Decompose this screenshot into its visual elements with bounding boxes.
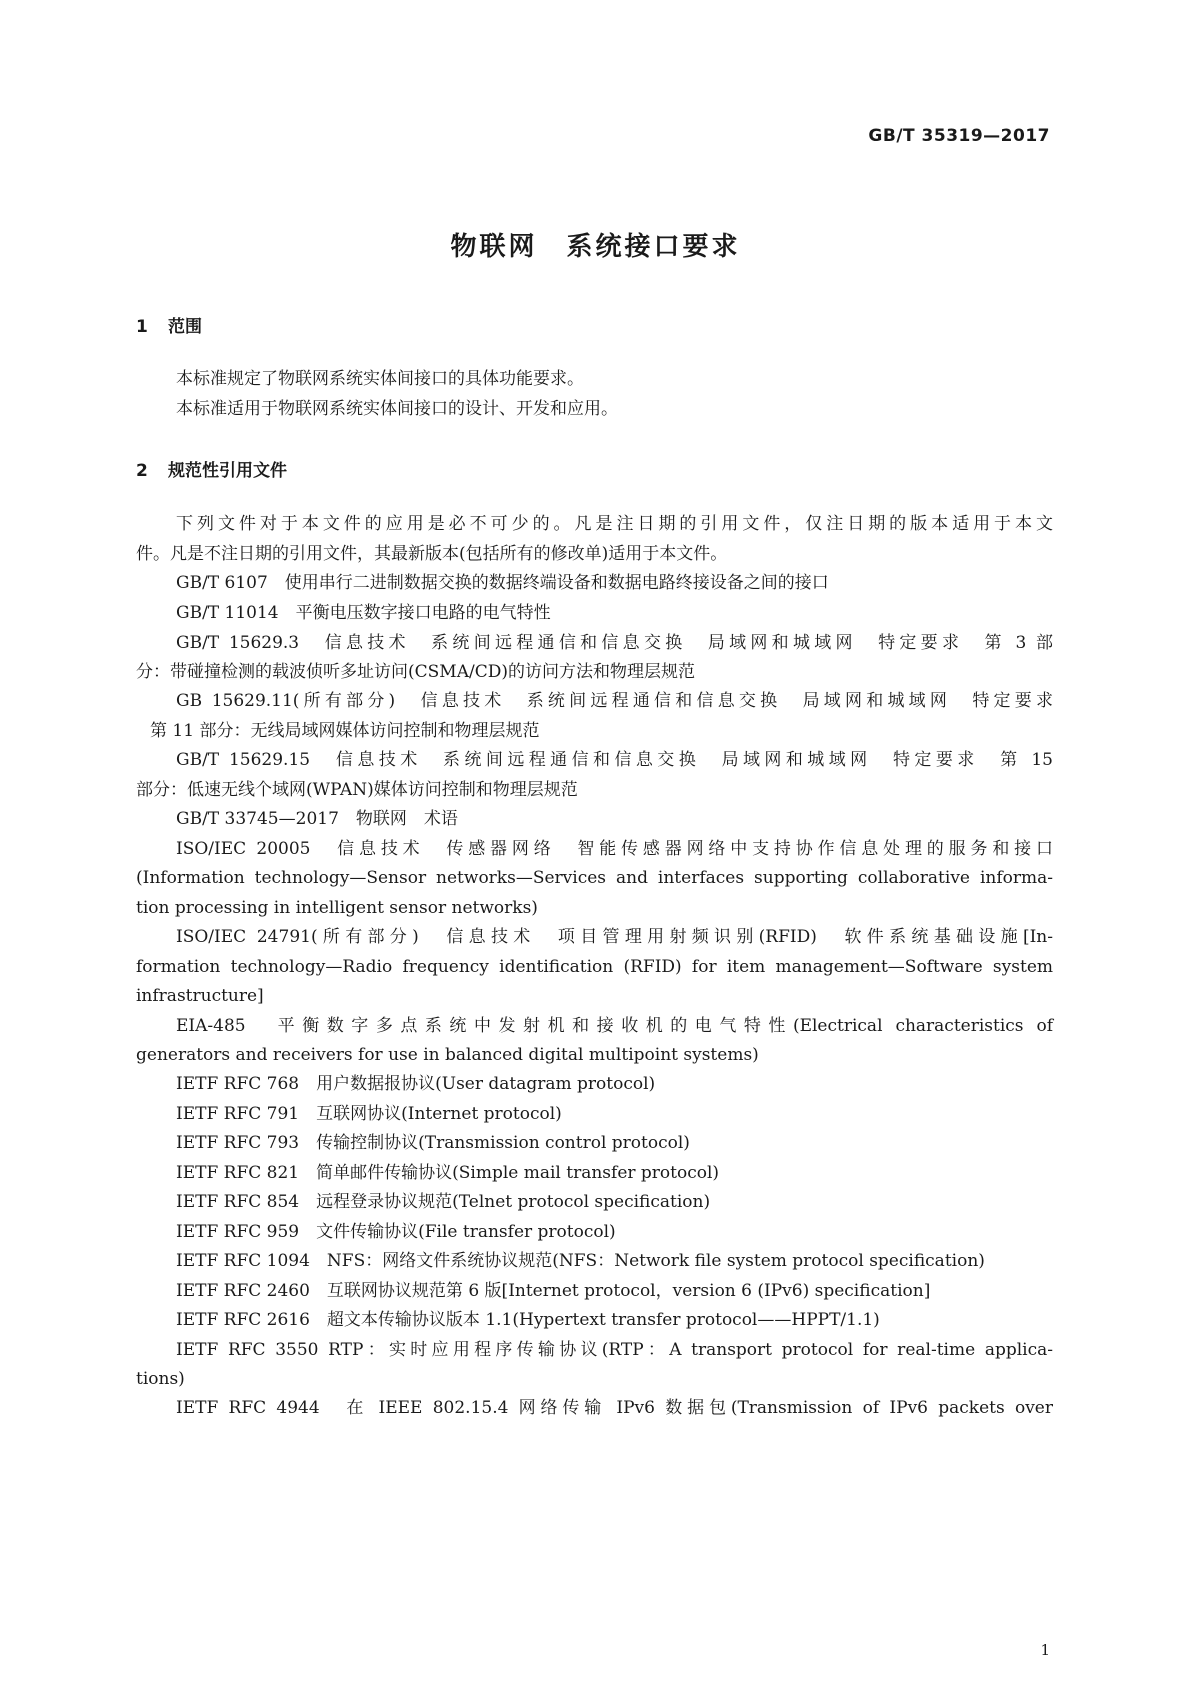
reference-rfc791: IETF RFC 791 互联网协议(Internet protocol) — [176, 1104, 562, 1124]
section-1-heading — [136, 312, 202, 337]
section-2-title: 规范性引用文件 — [168, 461, 287, 481]
reference-rfc1094: IETF RFC 1094 NFS：网络文件系统协议规范(NFS：Network file system protocol specification) — [176, 1251, 985, 1271]
document-title: 物联网 系统接口要求 — [450, 232, 741, 262]
reference-gb15629-11-line-2: 第 11 部分：无线局域网媒体访问控制和物理层规范 — [150, 721, 540, 741]
section-1-title: 范围 — [168, 317, 202, 337]
scope-paragraph-1: 本标准规定了物联网系统实体间接口的具体功能要求。 — [176, 369, 584, 389]
reference-eia485-line-2: generators and receivers for use in balanced digital multipoint systems) — [136, 1045, 759, 1065]
reference-gb15629-11-line-1: GB 15629.11(所有部分) 信息技术 系统间远程通信和信息交换 局域网和城域网 特定要求 — [176, 691, 1053, 711]
reference-iso24791-line-1: ISO/IEC 24791(所有部分) 信息技术 项目管理用射频识别(RFID) 软件系统基础设施[In- — [176, 927, 1053, 947]
intro-line-2: 件。凡是不注日期的引用文件，其最新版本(包括所有的修改单)适用于本文件。 — [136, 544, 728, 564]
section-2-heading — [136, 456, 287, 481]
reference-gbt15629-15-line-2: 部分：低速无线个域网(WPAN)媒体访问控制和物理层规范 — [136, 780, 578, 800]
reference-iso20005-line-2: (Information technology—Sensor networks—Services and interfaces supporting collaborative informa- — [136, 868, 1053, 888]
reference-gbt15629-3-line-2: 分：带碰撞检测的载波侦听多址访问(CSMA/CD)的访问方法和物理层规范 — [136, 662, 695, 682]
reference-gbt11014: GB/T 11014 平衡电压数字接口电路的电气特性 — [176, 603, 551, 623]
reference-rfc3550-line-1: IETF RFC 3550 RTP：实时应用程序传输协议(RTP：A transport protocol for real-time applica- — [176, 1340, 1053, 1360]
reference-rfc959: IETF RFC 959 文件传输协议(File transfer protocol) — [176, 1222, 616, 1242]
reference-gbt15629-3-line-1: GB/T 15629.3 信息技术 系统间远程通信和信息交换 局域网和城域网 特定要求 第 3 部 — [176, 633, 1053, 653]
reference-rfc2616: IETF RFC 2616 超文本传输协议版本 1.1(Hypertext transfer protocol——HPPT/1.1) — [176, 1310, 880, 1330]
intro-line-1: 下列文件对于本文件的应用是必不可少的。凡是注日期的引用文件，仅注日期的版本适用于本文 — [176, 514, 1053, 534]
reference-iso24791-line-3: infrastructure] — [136, 986, 264, 1006]
scope-paragraph-2: 本标准适用于物联网系统实体间接口的设计、开发和应用。 — [176, 399, 618, 419]
reference-gbt33745: GB/T 33745—2017 物联网 术语 — [176, 809, 458, 829]
reference-rfc793: IETF RFC 793 传输控制协议(Transmission control protocol) — [176, 1133, 690, 1153]
reference-rfc4944-line-1: IETF RFC 4944 在 IEEE 802.15.4 网络传输 IPv6 数据包(Transmission of IPv6 packets over — [176, 1398, 1053, 1418]
standard-code: GB/T 35319—2017 — [868, 126, 1050, 146]
section-2-number: 2 — [136, 461, 148, 481]
reference-rfc768: IETF RFC 768 用户数据报协议(User datagram protocol) — [176, 1074, 656, 1094]
reference-eia485-line-1: EIA-485 平衡数字多点系统中发射机和接收机的电气特性(Electrical characteristics of — [176, 1016, 1053, 1036]
reference-gbt6107: GB/T 6107 使用串行二进制数据交换的数据终端设备和数据电路终接设备之间的接口 — [176, 573, 829, 593]
reference-rfc3550-line-2: tions) — [136, 1369, 185, 1389]
reference-gbt15629-15-line-1: GB/T 15629.15 信息技术 系统间远程通信和信息交换 局域网和城域网 特定要求 第 15 — [176, 750, 1053, 770]
reference-iso24791-line-2: formation technology—Radio frequency identification (RFID) for item management—Software system — [136, 957, 1053, 977]
section-1-number: 1 — [136, 317, 148, 337]
reference-rfc2460: IETF RFC 2460 互联网协议规范第 6 版[Internet protocol，version 6 (IPv6) specification] — [176, 1281, 931, 1301]
reference-iso20005-line-1: ISO/IEC 20005 信息技术 传感器网络 智能传感器网络中支持协作信息处理的服务和接口 — [176, 839, 1053, 859]
page-number: 1 — [1040, 1641, 1050, 1659]
reference-iso20005-line-3: tion processing in intelligent sensor networks) — [136, 898, 538, 918]
reference-rfc854: IETF RFC 854 远程登录协议规范(Telnet protocol specification) — [176, 1192, 711, 1212]
reference-rfc821: IETF RFC 821 简单邮件传输协议(Simple mail transfer protocol) — [176, 1163, 720, 1183]
